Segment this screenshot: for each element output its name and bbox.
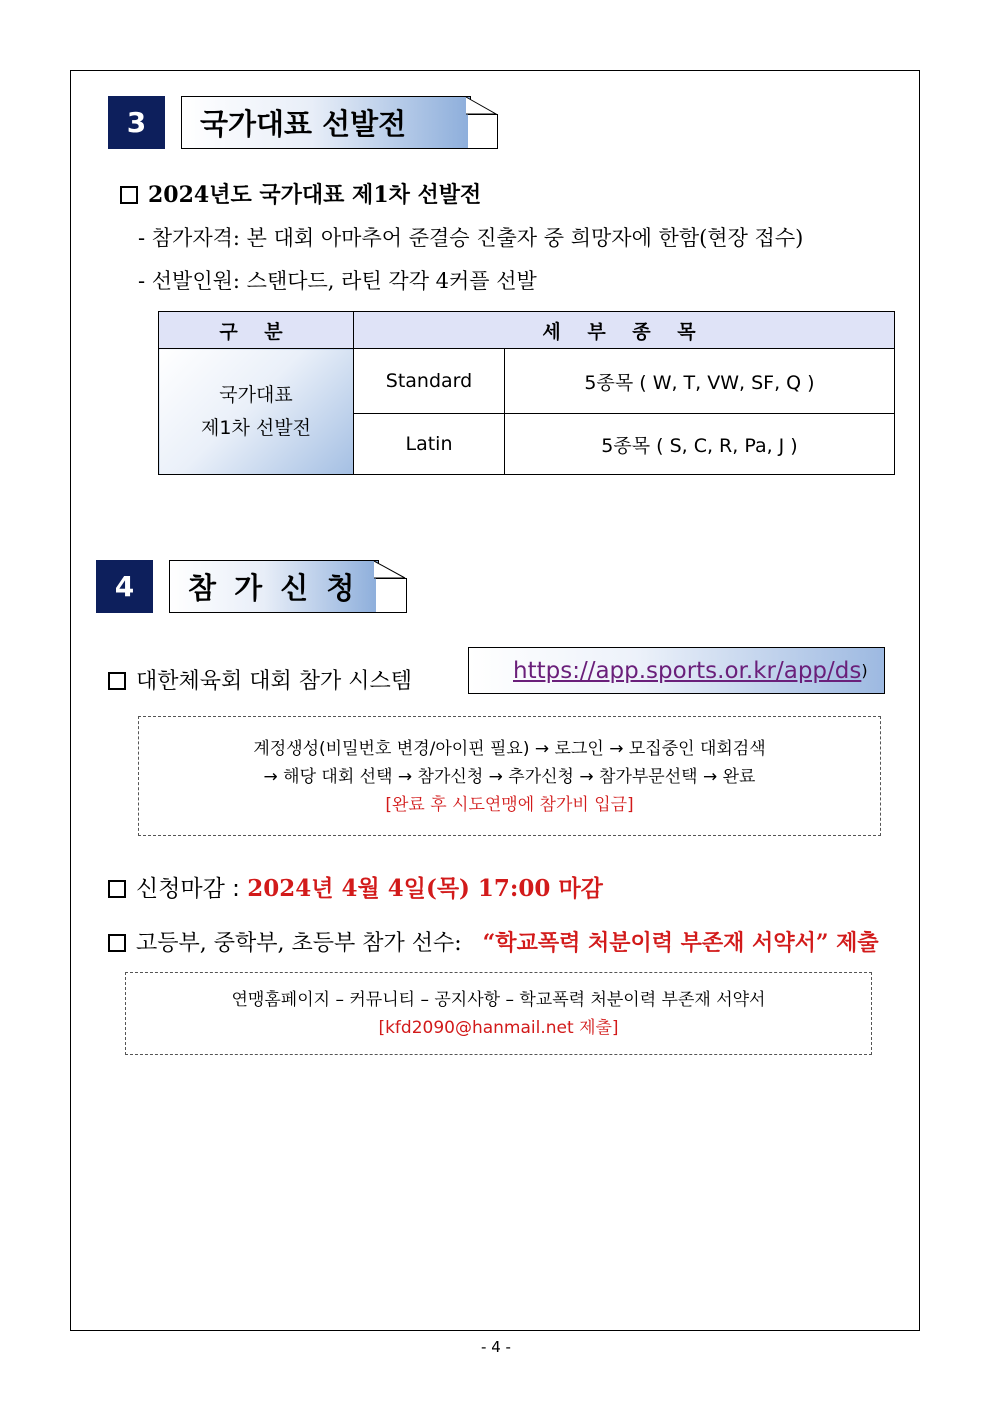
steps-box — [138, 716, 881, 836]
table-row-head — [159, 349, 354, 475]
table-header-category: 구 분 — [159, 312, 354, 349]
checkbox-icon — [108, 880, 126, 898]
system-label — [108, 664, 412, 695]
row-head-line-1: 국가대표 — [219, 383, 293, 406]
page-frame — [70, 70, 920, 1331]
checkbox-icon — [120, 186, 138, 204]
table-cell-category: Latin — [354, 414, 505, 475]
steps-line-2: → 해당 대회 선택 → 참가신청 → 추가신청 → 참가부문선택 → 완료 — [263, 767, 756, 787]
section-3-title — [181, 96, 471, 149]
system-label-text: 대한체육회 대회 참가 시스템 — [136, 669, 413, 694]
table-cell-category: Standard — [354, 349, 505, 414]
deadline-label: 신청마감 : — [136, 876, 248, 902]
path-note: [kfd2090@hanmail.net 제출] — [378, 1018, 619, 1038]
deadline-line — [108, 870, 603, 903]
section-3-number: 3 — [108, 96, 165, 149]
section-3-bullet-2: - 선발인원: 스탠다드, 라틴 각각 4커플 선발 — [138, 269, 537, 293]
row-head-line-2: 제1차 선발전 — [201, 416, 311, 439]
athletes-line — [108, 926, 879, 957]
section-3-title-text: 국가대표 선발전 — [200, 107, 407, 141]
section-3-bullet-1: - 참가자격: 본 대회 아마추어 준결승 진출자 중 희망자에 한함(현장 접수) — [138, 226, 804, 250]
deadline-value: 2024년 4월 4일(목) 17:00 마감 — [247, 875, 603, 902]
table-header-detail: 세 부 종 목 — [354, 312, 895, 349]
checkbox-icon — [108, 934, 126, 952]
system-url-link[interactable]: https://app.sports.or.kr/app/ds — [513, 657, 862, 684]
steps-line-1: 계정생성(비밀번호 변경/아이핀 필요) → 로그인 → 모집중인 대회검색 — [253, 739, 766, 759]
system-url-box[interactable] — [468, 647, 885, 694]
section-3-heading — [120, 178, 481, 209]
table-cell-detail: 5종목 ( W, T, VW, SF, Q ) — [505, 349, 895, 414]
section-3-fold-icon — [464, 96, 500, 116]
section-3-title-tail — [468, 114, 498, 149]
checkbox-icon — [108, 672, 126, 690]
section-4-title-tail — [376, 578, 407, 613]
section-3-heading-text: 2024년도 국가대표 제1차 선발전 — [148, 182, 482, 208]
table-cell-detail: 5종목 ( S, C, R, Pa, J ) — [505, 414, 895, 475]
section-4-title-text: 참 가 신 청 — [188, 571, 359, 605]
athletes-doc: “학교폭력 처분이력 부존재 서약서” — [482, 930, 829, 956]
section-4-fold-icon — [372, 560, 409, 580]
athletes-label: 고등부, 중학부, 초등부 참가 선수: — [136, 931, 462, 956]
path-line: 연맹홈페이지 – 커뮤니티 – 공지사항 – 학교폭력 처분이력 부존재 서약서 — [231, 990, 766, 1010]
selection-table — [158, 311, 895, 475]
page-number: - 4 - — [481, 1338, 511, 1356]
section-4-title — [169, 560, 379, 613]
athletes-submit: 제출 — [828, 931, 879, 956]
system-url-suffix: ) — [861, 661, 868, 680]
steps-note: [완료 후 시도연맹에 참가비 입금] — [385, 795, 634, 815]
section-4-number: 4 — [96, 560, 153, 613]
path-box — [125, 972, 872, 1055]
